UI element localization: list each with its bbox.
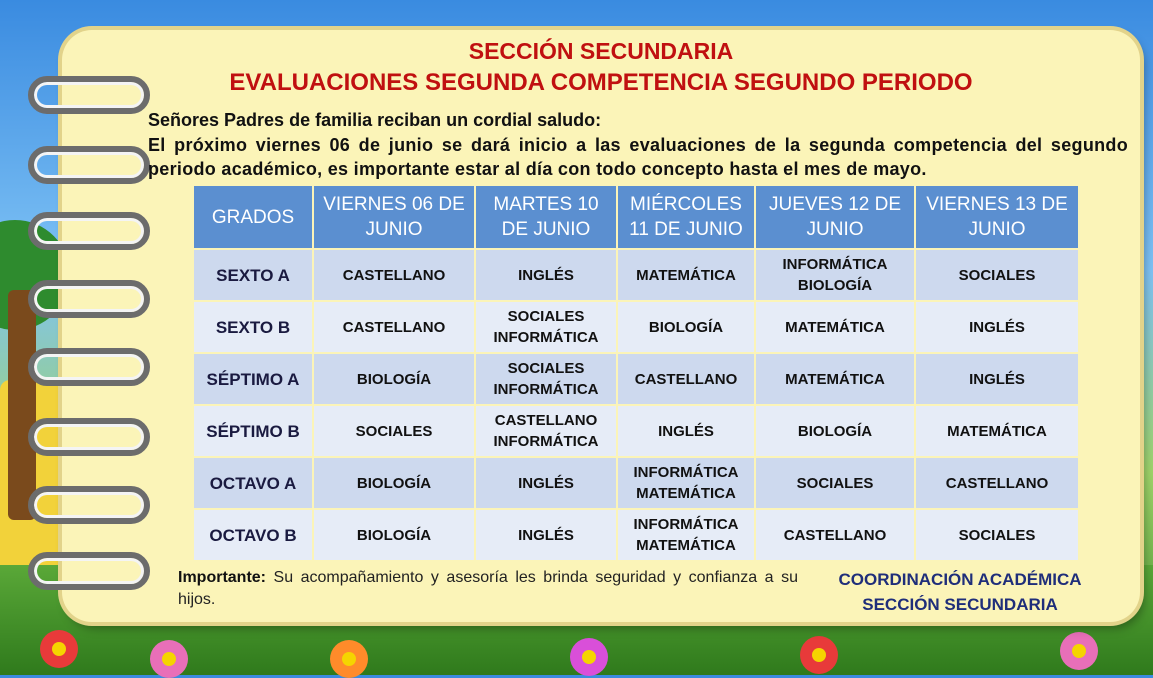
flower-icon xyxy=(570,638,608,676)
notice-text: El próximo viernes 06 de junio se dará inicio a las evaluaciones de la segunda competencia del segundo periodo académico, es importante estar al día con todo concepto hasta el mes de mayo. xyxy=(148,135,1128,179)
column-header: VIERNES 13 DE JUNIO xyxy=(915,185,1079,249)
subject-cell: MATEMÁTICA xyxy=(755,301,915,353)
subject-cell: CASTELLANO INFORMÁTICA xyxy=(475,405,617,457)
table-row xyxy=(193,301,1079,353)
flower-icon xyxy=(150,640,188,678)
subject-cell: BIOLOGÍA xyxy=(755,405,915,457)
subject-cell: INFORMÁTICA MATEMÁTICA xyxy=(617,509,755,561)
tree-trunk xyxy=(8,290,36,520)
grade-cell: SEXTO A xyxy=(193,249,313,301)
subject-cell: INFORMÁTICA BIOLOGÍA xyxy=(755,249,915,301)
binder-ring xyxy=(28,348,150,386)
grade-cell: OCTAVO B xyxy=(193,509,313,561)
subject-cell: INGLÉS xyxy=(475,457,617,509)
table-header-row xyxy=(193,185,1079,249)
subject-cell: CASTELLANO xyxy=(313,249,475,301)
subject-cell: CASTELLANO xyxy=(313,301,475,353)
important-label: Importante: xyxy=(178,569,266,586)
binder-ring xyxy=(28,280,150,318)
flower-icon xyxy=(40,630,78,668)
binder-ring xyxy=(28,212,150,250)
grade-cell: SEXTO B xyxy=(193,301,313,353)
section-title: SECCIÓN SECUNDARIA xyxy=(468,38,734,64)
flower-icon xyxy=(1060,632,1098,670)
grade-cell: OCTAVO A xyxy=(193,457,313,509)
table-row xyxy=(193,509,1079,561)
subject-cell: CASTELLANO xyxy=(915,457,1079,509)
binder-ring xyxy=(28,552,150,590)
binder-ring xyxy=(28,146,150,184)
grade-cell: SÉPTIMO B xyxy=(193,405,313,457)
column-header: GRADOS xyxy=(193,185,313,249)
subject-cell: SOCIALES xyxy=(915,249,1079,301)
signature-block xyxy=(810,567,1110,617)
binder-ring xyxy=(28,418,150,456)
subject-cell: INGLÉS xyxy=(475,509,617,561)
signature-line-2: SECCIÓN SECUNDARIA xyxy=(862,595,1058,614)
subject-cell: INFORMÁTICA MATEMÁTICA xyxy=(617,457,755,509)
table-row xyxy=(193,353,1079,405)
subject-cell: INGLÉS xyxy=(475,249,617,301)
subject-cell: MATEMÁTICA xyxy=(617,249,755,301)
subject-cell: CASTELLANO xyxy=(617,353,755,405)
column-header: MIÉRCOLES 11 DE JUNIO xyxy=(617,185,755,249)
table-row xyxy=(193,249,1079,301)
flower-icon xyxy=(800,636,838,674)
subject-cell: SOCIALES INFORMÁTICA xyxy=(475,353,617,405)
flower-icon xyxy=(330,640,368,678)
table-row xyxy=(193,457,1079,509)
exam-schedule-table xyxy=(192,184,1080,562)
greeting-text: Señores Padres de familia reciban un cordial saludo: xyxy=(148,110,602,130)
evaluation-title: EVALUACIONES SEGUNDA COMPETENCIA SEGUNDO PERIODO xyxy=(229,69,973,96)
subject-cell: SOCIALES xyxy=(915,509,1079,561)
signature-line-1: COORDINACIÓN ACADÉMICA xyxy=(838,570,1082,589)
subject-cell: CASTELLANO xyxy=(755,509,915,561)
subject-cell: SOCIALES xyxy=(755,457,915,509)
subject-cell: BIOLOGÍA xyxy=(313,353,475,405)
subject-cell: SOCIALES INFORMÁTICA xyxy=(475,301,617,353)
table-row xyxy=(193,405,1079,457)
subject-cell: MATEMÁTICA xyxy=(755,353,915,405)
binder-ring xyxy=(28,486,150,524)
important-note xyxy=(178,567,798,611)
important-text: Su acompañamiento y asesoría les brinda seguridad y confianza a su hijos. xyxy=(178,569,798,608)
subject-cell: INGLÉS xyxy=(915,301,1079,353)
subject-cell: MATEMÁTICA xyxy=(915,405,1079,457)
subject-cell: BIOLOGÍA xyxy=(313,509,475,561)
column-header: VIERNES 06 DE JUNIO xyxy=(313,185,475,249)
subject-cell: INGLÉS xyxy=(617,405,755,457)
subject-cell: SOCIALES xyxy=(313,405,475,457)
subject-cell: BIOLOGÍA xyxy=(617,301,755,353)
subject-cell: BIOLOGÍA xyxy=(313,457,475,509)
subject-cell: INGLÉS xyxy=(915,353,1079,405)
column-header: JUEVES 12 DE JUNIO xyxy=(755,185,915,249)
column-header: MARTES 10 DE JUNIO xyxy=(475,185,617,249)
grade-cell: SÉPTIMO A xyxy=(193,353,313,405)
